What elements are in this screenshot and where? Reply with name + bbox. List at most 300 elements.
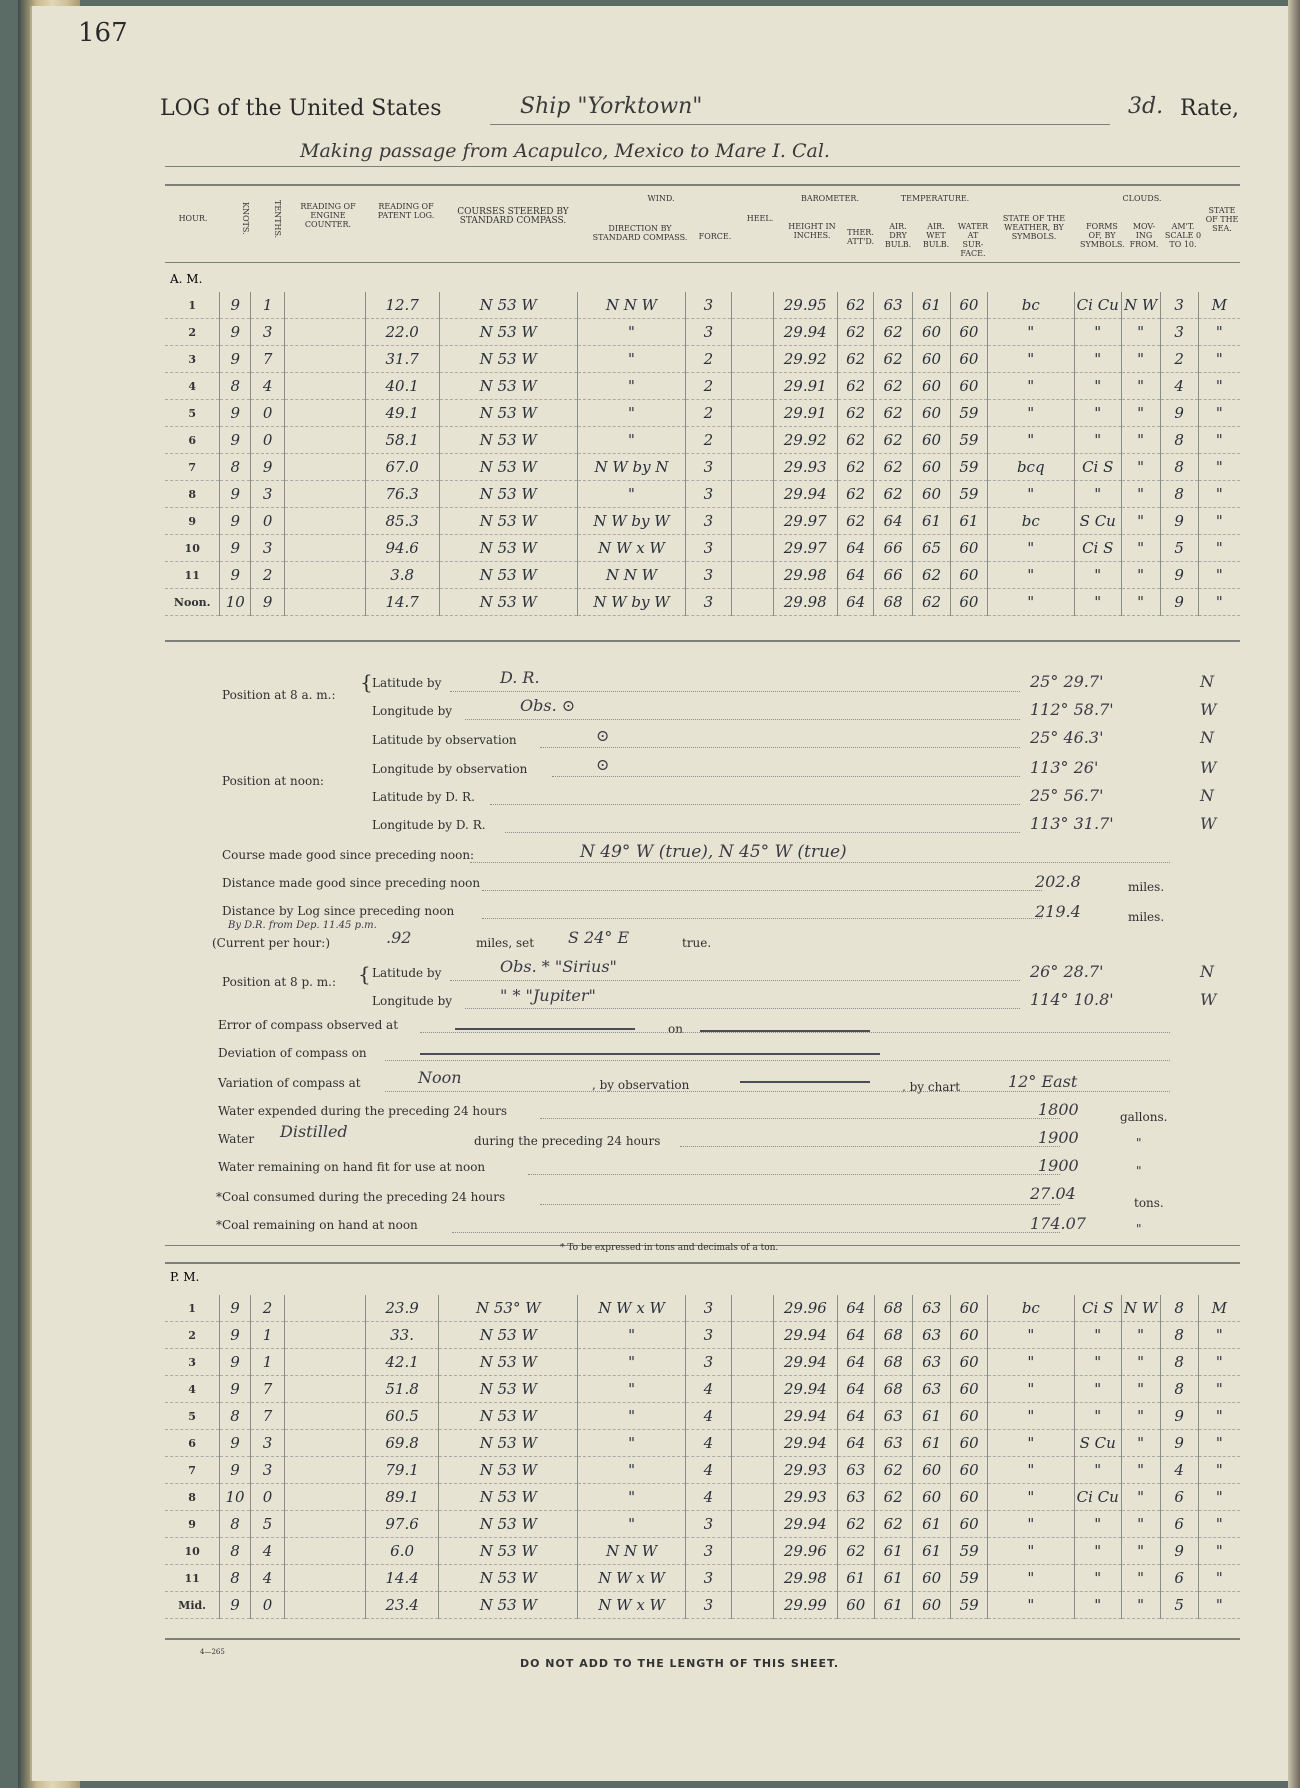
am-course-cell: N 53 W	[439, 427, 577, 454]
am-tenths-cell: 0	[251, 427, 285, 454]
am-cloud-amount-cell: 9	[1160, 400, 1198, 427]
pm-air-dry-cell: 61	[874, 1565, 912, 1592]
am-engine-counter-cell	[285, 319, 365, 346]
pm-engine-counter-cell	[285, 1349, 366, 1376]
course-made-value: N 49° W (true), N 45° W (true)	[580, 842, 847, 862]
pm-wind-force-cell: 3	[685, 1349, 731, 1376]
am-wind-force-cell: 2	[686, 373, 732, 400]
distance-log-unit: miles.	[1128, 910, 1165, 924]
pm-engine-counter-cell	[285, 1376, 366, 1403]
am-cloud-moving-cell: "	[1121, 427, 1160, 454]
col-temperature: TEMPERATURE.	[900, 194, 970, 203]
noon-lon-dr-value: 113° 31.7'	[1030, 814, 1114, 833]
pm-hour-cell: 4	[188, 1382, 196, 1396]
pm-sea-state-cell: "	[1198, 1538, 1240, 1565]
am-row	[165, 292, 1240, 319]
am-wind-force-cell: 3	[686, 562, 732, 589]
am-sea-state-cell: "	[1198, 508, 1240, 535]
noon-lon-dr-label: Longitude by D. R.	[372, 818, 486, 832]
pm-tenths-cell: 1	[250, 1322, 284, 1349]
am-hour-cell: 10	[184, 541, 200, 555]
am-barometer-ther-cell: 62	[837, 481, 873, 508]
am-water-temp-cell: 60	[951, 589, 987, 616]
am-air-wet-cell: 60	[912, 319, 950, 346]
am-hour-cell: 9	[188, 514, 197, 528]
am-weather-cell: "	[987, 535, 1074, 562]
pm-cloud-forms-cell: "	[1074, 1511, 1121, 1538]
am-weather-cell: "	[987, 346, 1074, 373]
pm-cloud-amount-cell: 6	[1160, 1511, 1198, 1538]
am-row	[165, 508, 1240, 535]
am-cloud-forms-cell: Ci Cu	[1074, 292, 1121, 319]
col-cloud-forms: FORMS OF, BY SYMBOLS.	[1080, 222, 1125, 249]
am-wind-force-cell: 3	[686, 319, 732, 346]
pm-tenths-cell: 3	[250, 1457, 284, 1484]
pm-cloud-forms-cell: Ci S	[1074, 1295, 1121, 1322]
pm-air-dry-cell: 68	[874, 1376, 912, 1403]
pm-engine-counter-cell	[285, 1565, 366, 1592]
pm-barometer-ther-cell: 60	[838, 1592, 874, 1619]
am-wind-direction-cell: N W by N	[577, 454, 685, 481]
pm-course-cell: N 53 W	[439, 1538, 578, 1565]
pm-barometer-ther-cell: 64	[838, 1376, 874, 1403]
current-set-unit: true.	[682, 936, 712, 950]
pm-course-cell: N 53 W	[439, 1349, 578, 1376]
am-knots-cell: 9	[220, 481, 251, 508]
pm-barometer-height-cell: 29.94	[773, 1349, 837, 1376]
pm-engine-counter-cell	[285, 1295, 366, 1322]
pm-knots-cell: 8	[220, 1565, 251, 1592]
am-tenths-cell: 4	[251, 373, 285, 400]
am-wind-direction-cell: "	[577, 427, 685, 454]
am-row	[165, 319, 1240, 346]
am-tenths-cell: 3	[251, 481, 285, 508]
pm-cloud-moving-cell: "	[1121, 1511, 1160, 1538]
pm-table-bottom-rule	[165, 1638, 1240, 1640]
am-patent-log-cell: 76.3	[365, 481, 439, 508]
form-number: 4—265	[200, 1648, 225, 1656]
pm-knots-cell: 9	[220, 1349, 251, 1376]
am-knots-cell: 9	[220, 319, 251, 346]
pm-air-dry-cell: 68	[874, 1322, 912, 1349]
am-course-cell: N 53 W	[439, 481, 577, 508]
pm-row	[165, 1565, 1240, 1592]
am-course-cell: N 53 W	[439, 292, 577, 319]
title-underline	[490, 124, 1110, 125]
am-barometer-ther-cell: 62	[837, 292, 873, 319]
am-row	[165, 481, 1240, 508]
pm-tenths-cell: 2	[250, 1295, 284, 1322]
am-cloud-forms-cell: Ci S	[1074, 535, 1121, 562]
water-distilled-label: Water	[218, 1132, 255, 1146]
pm-row	[165, 1403, 1240, 1430]
am-knots-cell: 9	[220, 346, 251, 373]
pm-cloud-amount-cell: 6	[1160, 1484, 1198, 1511]
pm-water-temp-cell: 60	[951, 1403, 987, 1430]
pm-weather-cell: "	[987, 1430, 1074, 1457]
am-heel-cell	[731, 454, 773, 481]
pm-barometer-ther-cell: 62	[838, 1511, 874, 1538]
am-sea-state-cell: "	[1198, 562, 1240, 589]
pm-cloud-forms-cell: "	[1074, 1322, 1121, 1349]
am-weather-cell: "	[987, 400, 1074, 427]
am-engine-counter-cell	[285, 535, 365, 562]
am-engine-counter-cell	[285, 400, 365, 427]
pm-knots-cell: 8	[220, 1403, 251, 1430]
am-weather-cell: bc	[987, 508, 1074, 535]
water-expended-label: Water expended during the preceding 24 hours	[218, 1104, 508, 1118]
am-air-wet-cell: 60	[912, 427, 950, 454]
pm-cloud-forms-cell: "	[1074, 1376, 1121, 1403]
pm-heel-cell	[731, 1484, 773, 1511]
am-wind-direction-cell: "	[577, 373, 685, 400]
am-water-temp-cell: 60	[951, 562, 987, 589]
compass-error-label: Error of compass observed at	[218, 1018, 399, 1032]
am-patent-log-cell: 94.6	[365, 535, 439, 562]
brace-8pm: {	[358, 962, 371, 986]
am-air-wet-cell: 60	[912, 373, 950, 400]
pm-cloud-forms-cell: "	[1074, 1403, 1121, 1430]
am-water-temp-cell: 59	[951, 454, 987, 481]
am-barometer-height-cell: 29.93	[773, 454, 837, 481]
pm-course-cell: N 53 W	[439, 1322, 578, 1349]
pos-8pm-lon-label: Longitude by	[372, 994, 453, 1008]
pm-knots-cell: 10	[220, 1484, 251, 1511]
pm-heel-cell	[731, 1295, 773, 1322]
am-patent-log-cell: 14.7	[365, 589, 439, 616]
am-knots-cell: 8	[220, 373, 251, 400]
pm-table-top-rule	[165, 1262, 1240, 1264]
pm-air-dry-cell: 62	[874, 1457, 912, 1484]
pm-barometer-height-cell: 29.96	[773, 1538, 837, 1565]
pm-knots-cell: 8	[220, 1538, 251, 1565]
am-air-wet-cell: 61	[912, 508, 950, 535]
am-row	[165, 346, 1240, 373]
pm-barometer-height-cell: 29.93	[773, 1457, 837, 1484]
pm-water-temp-cell: 60	[951, 1349, 987, 1376]
am-engine-counter-cell	[285, 427, 365, 454]
pm-barometer-height-cell: 29.99	[773, 1592, 837, 1619]
am-cloud-moving-cell: "	[1121, 508, 1160, 535]
pm-weather-cell: "	[987, 1592, 1074, 1619]
am-barometer-height-cell: 29.91	[773, 373, 837, 400]
voyage-description: Making passage from Acapulco, Mexico to Mare I. Cal.	[300, 140, 830, 162]
pos-noon-label: Position at noon:	[222, 774, 324, 788]
am-engine-counter-cell	[285, 481, 365, 508]
am-heel-cell	[731, 400, 773, 427]
am-cloud-moving-cell: "	[1121, 373, 1160, 400]
pm-row	[165, 1430, 1240, 1457]
col-tenths: TENTHS.	[273, 200, 282, 239]
pm-sea-state-cell: "	[1198, 1565, 1240, 1592]
am-table-bottom-rule	[165, 640, 1240, 642]
am-weather-cell: "	[987, 562, 1074, 589]
am-hour-cell: 1	[188, 298, 197, 312]
pos-8pm-lon-dir: W	[1200, 990, 1217, 1009]
am-water-temp-cell: 60	[951, 292, 987, 319]
am-heel-cell	[731, 562, 773, 589]
dots	[385, 1059, 1170, 1061]
am-weather-cell: "	[987, 427, 1074, 454]
am-air-dry-cell: 62	[874, 454, 912, 481]
pm-patent-log-cell: 79.1	[365, 1457, 439, 1484]
col-weather: STATE OF THE WEATHER, BY SYMBOLS.	[1002, 214, 1066, 241]
am-tenths-cell: 2	[251, 562, 285, 589]
pm-patent-log-cell: 89.1	[365, 1484, 439, 1511]
am-air-wet-cell: 62	[912, 562, 950, 589]
am-engine-counter-cell	[285, 589, 365, 616]
pm-weather-cell: "	[987, 1457, 1074, 1484]
coal-consumed-value: 27.04	[1030, 1184, 1076, 1203]
pm-barometer-height-cell: 29.94	[773, 1403, 837, 1430]
am-weather-cell: "	[987, 589, 1074, 616]
am-hour-cell: 8	[188, 487, 197, 501]
pm-wind-direction-cell: "	[578, 1349, 686, 1376]
am-air-dry-cell: 62	[874, 400, 912, 427]
am-sea-state-cell: "	[1198, 427, 1240, 454]
am-hour-cell: 2	[188, 325, 197, 339]
pm-weather-cell: "	[987, 1376, 1074, 1403]
am-course-cell: N 53 W	[439, 400, 577, 427]
col-cloud-moving: MOV-ING FROM.	[1129, 222, 1159, 249]
dots	[505, 831, 1020, 833]
am-tenths-cell: 0	[251, 508, 285, 535]
pm-wind-force-cell: 4	[685, 1430, 731, 1457]
pm-row	[165, 1592, 1240, 1619]
water-distilled-type: Distilled	[280, 1122, 348, 1141]
pm-patent-log-cell: 14.4	[365, 1565, 439, 1592]
am-cloud-amount-cell: 5	[1160, 535, 1198, 562]
am-row	[165, 535, 1240, 562]
am-heel-cell	[731, 508, 773, 535]
am-weather-cell: "	[987, 319, 1074, 346]
pm-course-cell: N 53 W	[439, 1457, 578, 1484]
noon-lat-obs-value: 25° 46.3'	[1030, 728, 1104, 747]
am-air-wet-cell: 60	[912, 454, 950, 481]
am-air-wet-cell: 60	[912, 481, 950, 508]
col-wind: WIND.	[647, 194, 675, 203]
pm-cloud-moving-cell: "	[1121, 1376, 1160, 1403]
pm-air-dry-cell: 62	[874, 1511, 912, 1538]
am-engine-counter-cell	[285, 562, 365, 589]
brace-8am: {	[360, 670, 373, 694]
am-wind-direction-cell: N N W	[577, 562, 685, 589]
pm-knots-cell: 9	[220, 1457, 251, 1484]
pm-weather-cell: "	[987, 1322, 1074, 1349]
pos-8am-lat-method: D. R.	[500, 668, 540, 687]
distance-log-note: By D.R. from Dep. 11.45 p.m.	[228, 920, 377, 931]
pos-8pm-lon-method: " * "Jupiter"	[500, 986, 596, 1005]
pm-wind-force-cell: 3	[685, 1322, 731, 1349]
pm-wind-force-cell: 4	[685, 1376, 731, 1403]
am-barometer-ther-cell: 64	[837, 562, 873, 589]
coal-consumed-unit: tons.	[1134, 1196, 1164, 1210]
pm-cloud-moving-cell: "	[1121, 1538, 1160, 1565]
col-heel: HEEL.	[746, 214, 774, 223]
am-knots-cell: 10	[220, 589, 251, 616]
pm-hour-cell: 6	[188, 1436, 196, 1450]
distance-made-unit: miles.	[1128, 880, 1165, 894]
dots	[552, 775, 1020, 777]
noon-lon-dr-dir: W	[1200, 814, 1217, 833]
pm-barometer-height-cell: 29.94	[773, 1511, 837, 1538]
noon-lat-dr-value: 25° 56.7'	[1030, 786, 1104, 805]
current-label: (Current per hour:)	[212, 936, 331, 950]
noon-lon-obs-value: 113° 26'	[1030, 758, 1099, 777]
pm-barometer-height-cell: 29.96	[773, 1295, 837, 1322]
am-air-wet-cell: 61	[912, 292, 950, 319]
pm-weather-cell: "	[987, 1565, 1074, 1592]
pm-course-cell: N 53 W	[439, 1403, 578, 1430]
pm-tenths-cell: 5	[250, 1511, 284, 1538]
am-hour-cell: 7	[188, 460, 197, 474]
pm-barometer-height-cell: 29.94	[773, 1376, 837, 1403]
pm-wind-direction-cell: "	[578, 1376, 686, 1403]
pm-barometer-height-cell: 29.94	[773, 1322, 837, 1349]
am-cloud-amount-cell: 2	[1160, 346, 1198, 373]
pm-air-dry-cell: 61	[874, 1538, 912, 1565]
pm-cloud-amount-cell: 9	[1160, 1430, 1198, 1457]
pm-course-cell: N 53 W	[439, 1484, 578, 1511]
pm-wind-force-cell: 3	[685, 1565, 731, 1592]
pm-heel-cell	[731, 1511, 773, 1538]
am-cloud-moving-cell: "	[1121, 346, 1160, 373]
pm-heel-cell	[731, 1430, 773, 1457]
pm-hour-cell: 3	[188, 1355, 196, 1369]
water-distilled-label2: during the preceding 24 hours	[474, 1134, 661, 1148]
pm-sea-state-cell: "	[1198, 1403, 1240, 1430]
variation-obs-dash	[740, 1081, 870, 1083]
pm-patent-log-cell: 42.1	[365, 1349, 439, 1376]
pm-cloud-moving-cell: "	[1121, 1565, 1160, 1592]
pm-label: P. M.	[170, 1270, 200, 1284]
am-air-wet-cell: 62	[912, 589, 950, 616]
am-wind-direction-cell: N W x W	[577, 535, 685, 562]
pm-heel-cell	[731, 1403, 773, 1430]
pm-heel-cell	[731, 1322, 773, 1349]
pm-engine-counter-cell	[285, 1457, 366, 1484]
pm-row	[165, 1376, 1240, 1403]
am-barometer-height-cell: 29.91	[773, 400, 837, 427]
am-cloud-forms-cell: "	[1074, 346, 1121, 373]
am-water-temp-cell: 60	[951, 373, 987, 400]
water-distilled-unit: "	[1136, 1136, 1142, 1150]
am-cloud-forms-cell: S Cu	[1074, 508, 1121, 535]
am-barometer-height-cell: 29.94	[773, 319, 837, 346]
am-tenths-cell: 3	[251, 535, 285, 562]
pm-barometer-ther-cell: 63	[838, 1484, 874, 1511]
am-knots-cell: 9	[220, 508, 251, 535]
pm-cloud-moving-cell: "	[1121, 1592, 1160, 1619]
am-barometer-height-cell: 29.92	[773, 346, 837, 373]
am-patent-log-cell: 67.0	[365, 454, 439, 481]
am-air-dry-cell: 62	[874, 481, 912, 508]
am-barometer-height-cell: 29.97	[773, 508, 837, 535]
am-heel-cell	[731, 373, 773, 400]
am-wind-direction-cell: "	[577, 319, 685, 346]
compass-error-on: on	[668, 1022, 683, 1036]
pm-air-dry-cell: 62	[874, 1484, 912, 1511]
am-barometer-ther-cell: 62	[837, 373, 873, 400]
pm-patent-log-cell: 51.8	[365, 1376, 439, 1403]
am-cloud-moving-cell: "	[1121, 562, 1160, 589]
am-hour-cell: 4	[188, 379, 197, 393]
am-engine-counter-cell	[285, 292, 365, 319]
am-hour-cell: Noon.	[173, 595, 211, 609]
pm-barometer-ther-cell: 64	[838, 1295, 874, 1322]
pm-cloud-moving-cell: "	[1121, 1457, 1160, 1484]
pos-8pm-lat-dir: N	[1200, 962, 1214, 981]
pm-cloud-moving-cell: "	[1121, 1430, 1160, 1457]
noon-lat-obs-dir: N	[1200, 728, 1214, 747]
pm-cloud-forms-cell: "	[1074, 1592, 1121, 1619]
pm-water-temp-cell: 59	[951, 1538, 987, 1565]
am-barometer-ther-cell: 62	[837, 400, 873, 427]
noon-lon-obs-method: ⊙	[596, 755, 610, 774]
am-water-temp-cell: 60	[951, 346, 987, 373]
dots	[482, 917, 1042, 919]
pos-8pm-lat-value: 26° 28.7'	[1030, 962, 1104, 981]
pm-patent-log-cell: 23.9	[365, 1295, 439, 1322]
am-wind-force-cell: 2	[686, 427, 732, 454]
pm-hour-cell: 5	[188, 1409, 196, 1423]
pm-weather-cell: "	[987, 1511, 1074, 1538]
pm-cloud-forms-cell: "	[1074, 1565, 1121, 1592]
pm-patent-log-cell: 97.6	[365, 1511, 439, 1538]
am-heel-cell	[731, 481, 773, 508]
am-barometer-ther-cell: 62	[837, 346, 873, 373]
am-row	[165, 454, 1240, 481]
noon-lat-obs-label: Latitude by observation	[372, 733, 517, 747]
pm-cloud-moving-cell: "	[1121, 1484, 1160, 1511]
am-cloud-forms-cell: "	[1074, 481, 1121, 508]
am-sea-state-cell: "	[1198, 319, 1240, 346]
pm-barometer-ther-cell: 63	[838, 1457, 874, 1484]
dots	[465, 1007, 1020, 1009]
pm-cloud-amount-cell: 9	[1160, 1538, 1198, 1565]
am-weather-cell: bcq	[987, 454, 1074, 481]
noon-lat-dr-label: Latitude by D. R.	[372, 790, 475, 804]
footer-warning: DO NOT ADD TO THE LENGTH OF THIS SHEET.	[520, 1657, 840, 1670]
am-wind-direction-cell: N W by W	[577, 508, 685, 535]
am-sea-state-cell: M	[1198, 292, 1240, 319]
pm-weather-cell: "	[987, 1538, 1074, 1565]
pos-8am-lat-label: Latitude by	[372, 676, 442, 690]
noon-lon-obs-dir: W	[1200, 758, 1217, 777]
pm-weather-cell: bc	[987, 1295, 1074, 1322]
am-barometer-height-cell: 29.98	[773, 562, 837, 589]
col-hour: HOUR.	[178, 214, 208, 223]
am-course-cell: N 53 W	[439, 562, 577, 589]
pm-sea-state-cell: "	[1198, 1511, 1240, 1538]
pm-wind-direction-cell: "	[578, 1511, 686, 1538]
am-wind-force-cell: 3	[686, 508, 732, 535]
pm-course-cell: N 53 W	[439, 1376, 578, 1403]
col-engine-counter: READING OF ENGINE COUNTER.	[300, 202, 356, 229]
am-sea-state-cell: "	[1198, 346, 1240, 373]
am-patent-log-cell: 58.1	[365, 427, 439, 454]
pm-barometer-ther-cell: 64	[838, 1322, 874, 1349]
pm-hour-cell: 8	[188, 1490, 196, 1504]
pm-wind-direction-cell: "	[578, 1430, 686, 1457]
col-sea: STATE OF THE SEA.	[1205, 206, 1239, 233]
pm-air-wet-cell: 61	[912, 1538, 950, 1565]
pm-air-wet-cell: 63	[912, 1349, 950, 1376]
am-row	[165, 427, 1240, 454]
pos-8pm-lon-value: 114° 10.8'	[1030, 990, 1114, 1009]
pm-wind-force-cell: 3	[685, 1538, 731, 1565]
pos-8am-lon-value: 112° 58.7'	[1030, 700, 1114, 719]
